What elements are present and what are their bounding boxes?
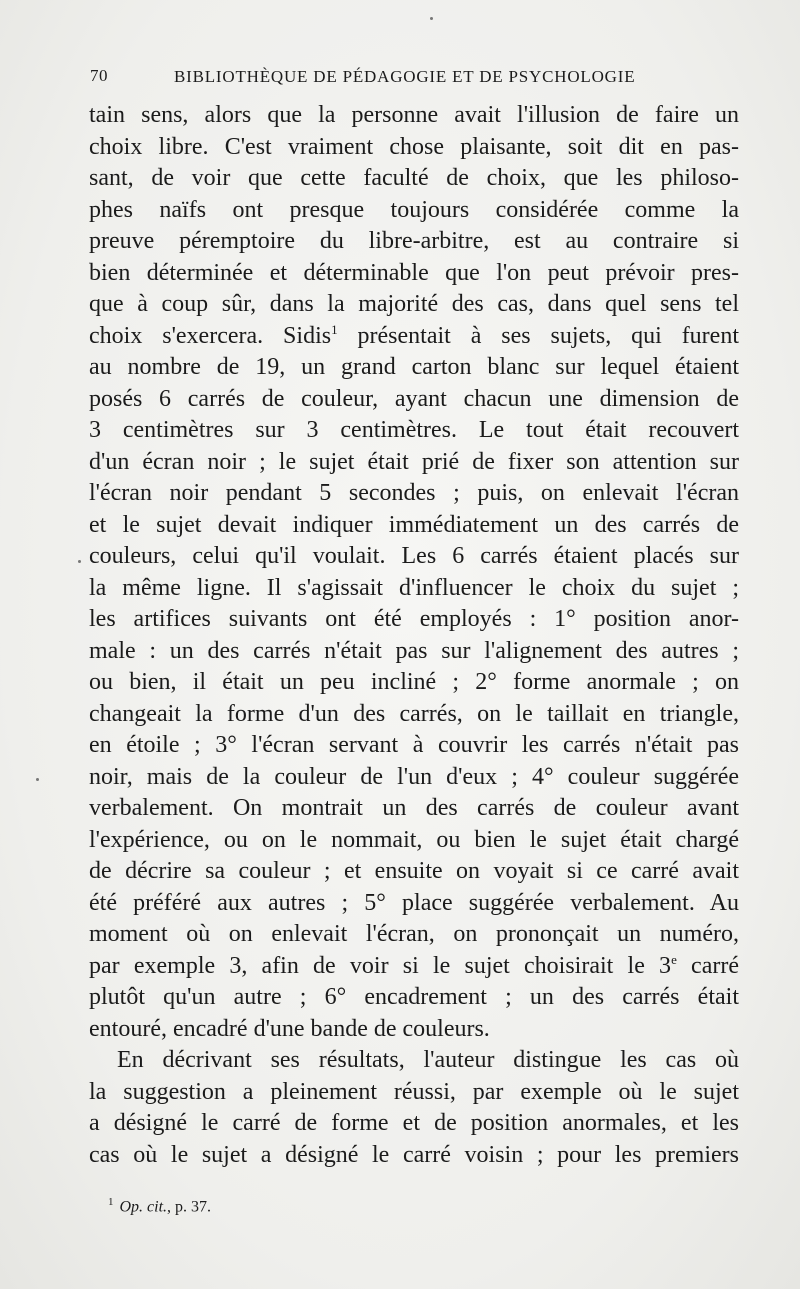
- body-text: [89, 100, 739, 1171]
- text-line: male : un des carrés n'était pas sur l'alignement des autres ;: [89, 637, 739, 664]
- ordinal-sup: e: [671, 951, 677, 967]
- text-line: couleurs, celui qu'il voulait. Les 6 carrés étaient placés sur: [89, 543, 739, 569]
- text-line: moment où on enlevait l'écran, on prononçait un numéro,: [89, 921, 739, 947]
- footnote-page: , p. 37.: [167, 1198, 212, 1216]
- text-line: les artifices suivants ont été employés : 1° position anor-: [89, 606, 739, 632]
- text-line-sidis: [89, 321, 739, 353]
- footnote-source: Op. cit.: [119, 1198, 168, 1216]
- text-line: phes naïfs ont presque toujours considérée comme la: [89, 196, 739, 223]
- text-line: a désigné le carré de forme et de position anormales, et les: [89, 1110, 739, 1136]
- text-line: bien déterminée et déterminable que l'on peut prévoir pres-: [89, 259, 739, 286]
- third-continuation: carré: [676, 952, 739, 979]
- text-line: sant, de voir que cette faculté de choix, que les philoso-: [89, 165, 739, 191]
- footnote: [108, 1196, 211, 1216]
- text-line: ou bien, il était un peu incliné ; 2° forme anormale ; on: [89, 669, 739, 695]
- text-line: tain sens, alors que la personne avait l'illusion de faire un: [89, 102, 739, 128]
- text-line: plutôt qu'un autre ; 6° encadrement ; un des carrés était: [89, 984, 739, 1010]
- paper-speck: [430, 17, 433, 20]
- sidis-continuation: présentait à ses sujets, qui furent: [337, 322, 739, 349]
- running-title: BIBLIOTHÈQUE DE PÉDAGOGIE ET DE PSYCHOLOGIE: [174, 67, 636, 86]
- text-line: noir, mais de la couleur de l'un d'eux ; 4° couleur suggérée: [89, 763, 739, 790]
- third-text: par exemple 3, afin de voir si le sujet choisirait le 3: [89, 952, 672, 979]
- text-line: l'écran noir pendant 5 secondes ; puis, on enlevait l'écran: [89, 480, 739, 506]
- text-line: l'expérience, ou on le nommait, ou bien le sujet était chargé: [89, 826, 739, 853]
- text-line: En décrivant ses résultats, l'auteur distingue les cas où: [117, 1047, 739, 1073]
- text-line: que à coup sûr, dans la majorité des cas, dans quel sens tel: [89, 291, 739, 317]
- text-line: preuve péremptoire du libre-arbitre, est au contraire si: [89, 228, 739, 254]
- text-line: verbalement. On montrait un des carrés de couleur avant: [89, 795, 739, 821]
- text-line: posés 6 carrés de couleur, ayant chacun une dimension de: [89, 385, 739, 412]
- footnote-ref: 1: [331, 321, 338, 337]
- text-line: et le sujet devait indiquer immédiatement un des carrés de: [89, 511, 739, 538]
- text-line: la même ligne. Il s'agissait d'influencer le choix du sujet ;: [89, 574, 739, 601]
- text-line: au nombre de 19, un grand carton blanc sur lequel étaient: [89, 354, 739, 380]
- text-line: entouré, encadré d'une bande de couleurs.: [89, 1015, 490, 1042]
- text-line: cas où le sujet a désigné le carré voisin ; pour les premiers: [89, 1141, 739, 1168]
- paper-speck: [36, 778, 39, 781]
- text-line: été préféré aux autres ; 5° place suggérée verbalement. Au: [89, 889, 739, 916]
- running-head: [90, 66, 700, 92]
- text-line: d'un écran noir ; le sujet était prié de fixer son attention sur: [89, 448, 739, 475]
- footnote-mark: 1: [108, 1196, 114, 1208]
- text-line: changeait la forme d'un des carrés, on le taillait en triangle,: [89, 700, 739, 727]
- text-line: 3 centimètres sur 3 centimètres. Le tout était recouvert: [89, 417, 739, 443]
- paper-speck: [78, 560, 81, 563]
- text-line: de décrire sa couleur ; et ensuite on voyait si ce carré avait: [89, 858, 739, 884]
- sidis-text: choix s'exercera. Sidis: [89, 322, 332, 349]
- text-line: en étoile ; 3° l'écran servant à couvrir les carrés n'était pas: [89, 732, 739, 758]
- text-line-third: [89, 951, 739, 983]
- text-line: choix libre. C'est vraiment chose plaisante, soit dit en pas-: [89, 133, 739, 160]
- text-line: la suggestion a pleinement réussi, par exemple où le sujet: [89, 1078, 739, 1105]
- page-number: 70: [90, 66, 108, 85]
